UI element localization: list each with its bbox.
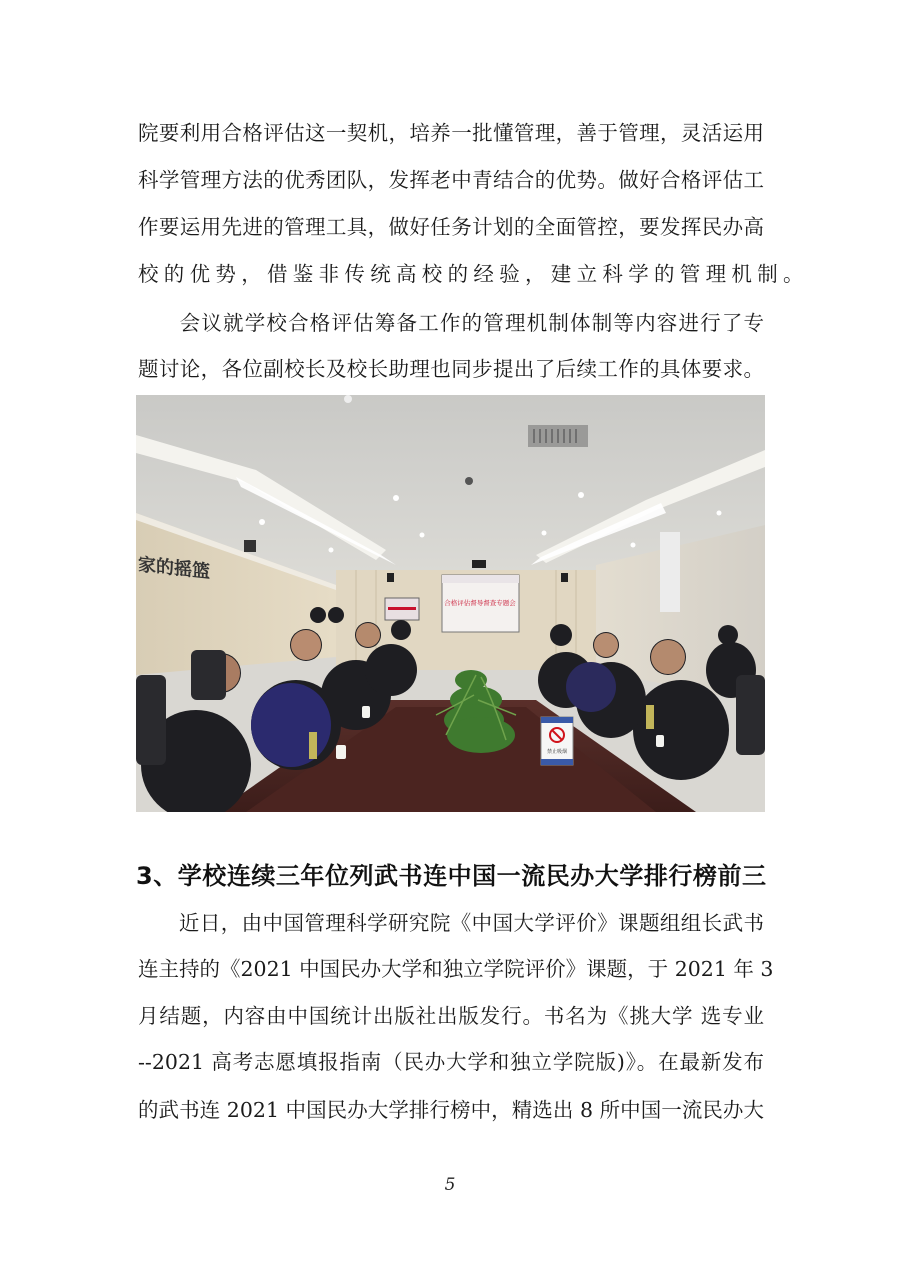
text-line: 题讨论，各位副校长及校长助理也同步提出了后续工作的具体要求。 [138, 357, 764, 381]
text-line: 院要利用合格评估这一契机，培养一批懂管理，善于管理，灵活运用 [138, 121, 764, 145]
screen-title: 合格评估督导督查专题会 [444, 599, 516, 607]
text-line: 作要运用先进的管理工具，做好任务计划的全面管控，要发挥民办高 [138, 215, 764, 239]
text-line: --2021 高考志愿填报指南（民办大学和独立学院版)》。在最新发布 [138, 1050, 764, 1074]
meeting-room-photo [136, 395, 765, 812]
text-line: 科学管理方法的优秀团队，发挥老中青结合的优势。做好合格评估工 [138, 168, 764, 192]
text-line: 月结题，内容由中国统计出版社出版发行。书名为《挑大学 选专业 [138, 1004, 764, 1028]
text-line: 校的优势，借鉴非传统高校的经验，建立科学的管理机制。 [138, 262, 809, 286]
no-smoking-sign: 禁止吸烟 [546, 749, 568, 755]
page-number: 5 [444, 1175, 456, 1195]
text-line: 的武书连 2021 中国民办大学排行榜中，精选出 8 所中国一流民办大 [138, 1098, 764, 1122]
text-line: 近日，由中国管理科学研究院《中国大学评价》课题组组长武书 [158, 911, 764, 935]
text-line: 连主持的《2021 中国民办大学和独立学院评价》课题，于 2021 年 3 [138, 957, 774, 981]
text-line: 会议就学校合格评估筹备工作的管理机制体制等内容进行了专 [158, 311, 764, 335]
section-heading: 3、学校连续三年位列武书连中国一流民办大学排行榜前三 [136, 862, 766, 890]
wall-calligraphy: 家的摇篮 [138, 554, 210, 583]
